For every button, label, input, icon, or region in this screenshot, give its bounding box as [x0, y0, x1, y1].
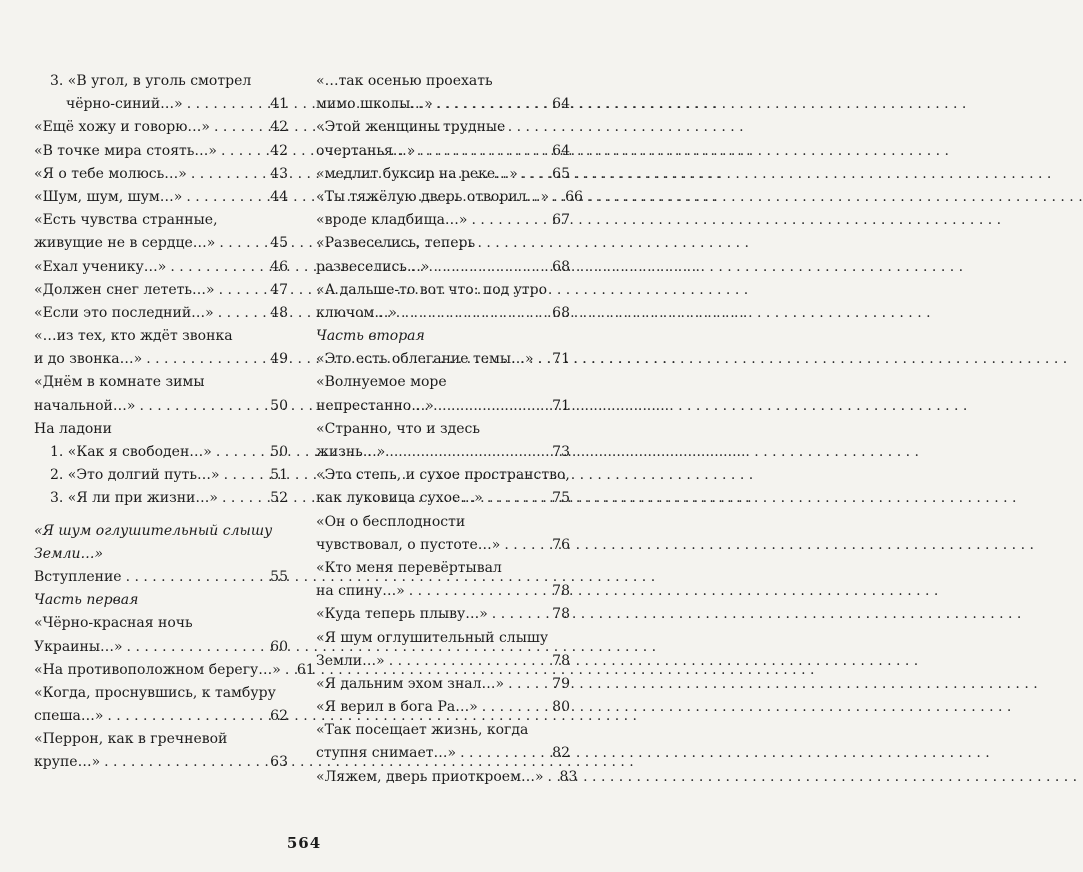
- toc-entry: [316, 256, 570, 279]
- toc-entry: [316, 464, 570, 487]
- toc-entry-title: «Я дальним эхом знал…»: [316, 675, 505, 692]
- toc-entry-page: 80: [552, 699, 570, 716]
- toc-entry-title: «медлит буксир на реке…»: [316, 165, 518, 182]
- toc-entry-title: спеша…»: [34, 708, 104, 725]
- toc-entry: [34, 589, 288, 612]
- dot-leader: [401, 302, 548, 325]
- toc-entry-title: непрестанно…»: [316, 397, 434, 414]
- toc-entry-title: «Когда, проснувшись, к тамбуру: [34, 684, 276, 701]
- toc-entry-title: жизнь…»: [316, 444, 386, 460]
- toc-entry-title: «Развеселись, теперь: [316, 235, 476, 252]
- toc-entry-page: 68: [552, 304, 570, 321]
- toc-entry-page: 78: [552, 583, 570, 600]
- toc-entry: [316, 116, 570, 139]
- toc-entry-title: «Ехал ученику…»: [34, 258, 167, 275]
- dot-leader: [219, 232, 266, 255]
- dot-leader: [127, 636, 267, 659]
- toc-entry-page: 76: [552, 536, 570, 553]
- toc-entry-title: «Ляжем, дверь приоткроем…»: [316, 768, 544, 785]
- toc-entry-page: 55: [270, 568, 288, 585]
- toc-entry: [316, 673, 570, 696]
- dot-leader: [104, 751, 266, 774]
- toc-entry-title: «Куда теперь плыву…»: [316, 606, 488, 623]
- toc-entry-title: «Так посещает жизнь, когда: [316, 722, 529, 739]
- toc-entry-title: ступня снимает…»: [316, 745, 457, 762]
- toc-entry-page: 71: [552, 397, 570, 414]
- toc-entry-title: «Перрон, как в гречневой: [34, 731, 228, 748]
- toc-entry-title: «Это есть облегание темы…»: [316, 351, 534, 368]
- toc-column-right: [316, 70, 583, 789]
- toc-entry-title: «На противоположном берегу…»: [34, 661, 281, 678]
- toc-entry: [34, 163, 288, 186]
- toc-entry: [316, 70, 570, 93]
- toc-entry-page: 45: [270, 235, 288, 252]
- dot-leader: [438, 395, 548, 418]
- dot-leader: [472, 209, 549, 232]
- toc-entry-title: «А дальше-то вот что: под утро: [316, 281, 548, 298]
- toc-entry-title: «Я верил в бога Ра…»: [316, 699, 478, 716]
- toc-entry-page: 42: [270, 119, 288, 136]
- toc-entry: [34, 70, 288, 93]
- toc-entry: [316, 209, 570, 232]
- toc-entry-title: «Это степь, и сухое пространство,: [316, 467, 570, 484]
- dot-leader: [214, 116, 266, 139]
- toc-entry: [316, 487, 570, 510]
- dot-leader: [504, 534, 548, 557]
- dot-leader: [218, 302, 266, 325]
- toc-entry: [34, 543, 288, 566]
- dot-leader: [219, 279, 267, 302]
- toc-entry-page: 44: [270, 188, 288, 205]
- toc-entry: [316, 279, 570, 302]
- toc-entry: [34, 520, 288, 543]
- toc-entry-page: 50: [270, 397, 288, 414]
- dot-leader: [146, 348, 266, 371]
- toc-entry: [316, 325, 570, 348]
- toc-entry: [316, 93, 570, 116]
- toc-entry-title: Земли…»: [316, 652, 385, 669]
- toc-entry: [34, 441, 288, 464]
- toc-entry-page: 68: [552, 258, 570, 275]
- toc-entry-title: крупе…»: [34, 754, 101, 771]
- dot-leader: [487, 487, 548, 510]
- toc-entry-page: 83: [559, 768, 578, 785]
- toc-entry: [34, 93, 288, 116]
- toc-entry: [34, 705, 288, 728]
- toc-entry-page: 60: [270, 638, 288, 655]
- dot-leader: [126, 566, 267, 589]
- toc-entry-title: «Днём в комнате зимы: [34, 374, 205, 391]
- toc-entry-title: «Я шум оглушительный слышу: [316, 629, 549, 646]
- toc-entry-title: Земли…»: [34, 545, 104, 562]
- dot-leader: [224, 464, 267, 487]
- toc-entry-page: 66: [565, 188, 583, 205]
- toc-entry: [34, 348, 288, 371]
- toc-entry: [34, 302, 288, 325]
- toc-entry-title: «Кто меня перевёртывал: [316, 559, 502, 576]
- toc-entry-page: 52: [270, 490, 288, 507]
- toc-entry-title: очертанья…»: [316, 142, 416, 159]
- toc-entry-page: 50: [270, 444, 288, 460]
- toc-entry-page: 42: [270, 142, 288, 159]
- toc-entry: [316, 766, 578, 789]
- toc-entry-title: 3. «Я ли при жизни…»: [50, 490, 218, 507]
- toc-entry-title: На ладони: [34, 420, 112, 437]
- toc-entry-page: 64: [552, 96, 570, 113]
- toc-entry: [34, 612, 288, 635]
- toc-entry-title: «вроде кладбища…»: [316, 212, 468, 229]
- toc-entry: [34, 751, 288, 774]
- toc-entry: [34, 279, 288, 302]
- toc-entry: [316, 371, 570, 394]
- toc-entry-title: «Чёрно-красная ночь: [34, 615, 193, 632]
- toc-entry-title: «Он о бесплодности: [316, 513, 466, 530]
- toc-entry: [316, 395, 570, 418]
- toc-entry: [34, 566, 288, 589]
- toc-entry-title: начальной…»: [34, 397, 136, 414]
- dot-leader: [389, 650, 548, 673]
- dot-leader: [538, 348, 549, 371]
- toc-entry: [316, 603, 570, 626]
- toc-entry: [34, 209, 288, 232]
- dot-leader: [170, 256, 266, 279]
- toc-entry-title: и до звонка…»: [34, 351, 143, 368]
- toc-entry: [316, 557, 570, 580]
- toc-entry: [316, 186, 583, 209]
- dot-leader: [492, 603, 548, 626]
- dot-leader: [553, 186, 561, 209]
- toc-entry: [34, 186, 288, 209]
- toc-entry-title: мимо школы…»: [316, 96, 433, 113]
- toc-entry-title: «Шум, шум, шум…»: [34, 188, 183, 205]
- dot-leader: [216, 441, 266, 464]
- toc-entry-page: 75: [552, 490, 570, 507]
- toc-entry-page: 79: [552, 675, 570, 692]
- toc-entry-title: чувствовал, о пустоте…»: [316, 536, 501, 553]
- toc-entry-page: 64: [552, 142, 570, 159]
- toc-entry-title: «Если это последний…»: [34, 304, 214, 321]
- toc-entry-title: «Должен снег лететь…»: [34, 281, 215, 298]
- toc-entry-title: 3. «В угол, в уголь смотрел: [50, 73, 252, 89]
- dot-leader: [548, 766, 556, 789]
- toc-entry-page: 47: [270, 281, 288, 298]
- toc-entry: [316, 140, 570, 163]
- toc-entry: [34, 659, 315, 682]
- toc-entry: [316, 348, 570, 371]
- dot-leader: [187, 93, 266, 116]
- toc-entry: [316, 650, 570, 673]
- toc-entry-title: «Волнуемое море: [316, 374, 447, 391]
- toc-entry-title: на спину…»: [316, 583, 405, 600]
- toc-entry-title: живущие не в сердце…»: [34, 235, 216, 252]
- toc-entry: [316, 719, 570, 742]
- toc-entry: [34, 371, 288, 394]
- dot-leader: [222, 487, 266, 510]
- toc-entry-title: Вступление: [34, 568, 122, 585]
- toc-entry-title: развеселись…»: [316, 258, 430, 275]
- dot-leader: [419, 140, 548, 163]
- dot-leader: [191, 163, 266, 186]
- dot-leader: [107, 705, 266, 728]
- toc-entry-title: Часть вторая: [316, 328, 425, 345]
- toc-entry: [34, 682, 288, 705]
- toc-entry-title: «…из тех, кто ждёт звонка: [34, 328, 233, 345]
- toc-entry: [316, 534, 570, 557]
- toc-entry: [316, 441, 570, 464]
- toc-entry-title: «Я о тебе молюсь…»: [34, 165, 187, 182]
- toc-entry-page: 43: [270, 165, 288, 182]
- toc-entry-page: 48: [270, 304, 288, 321]
- toc-entry-page: 78: [552, 652, 570, 669]
- dot-leader: [285, 659, 293, 682]
- toc-entry-page: 78: [552, 606, 570, 623]
- toc-entry: [34, 418, 288, 441]
- dot-leader: [389, 441, 548, 464]
- toc-entry-page: 65: [552, 165, 570, 182]
- dot-leader: [139, 395, 266, 418]
- toc-entry-title: «Ещё хожу и говорю…»: [34, 119, 210, 136]
- toc-entry: [34, 464, 288, 487]
- toc-entry-page: 61: [296, 661, 315, 678]
- toc-entry: [34, 140, 288, 163]
- toc-entry-title: чёрно-синий…»: [66, 96, 183, 113]
- dot-leader: [434, 256, 549, 279]
- toc-entry-title: «Странно, что и здесь: [316, 420, 480, 437]
- toc-entry-title: Часть первая: [34, 592, 139, 609]
- toc-entry-page: 73: [552, 444, 570, 460]
- toc-entry: [34, 728, 288, 751]
- toc-entry: [34, 487, 288, 510]
- toc-entry: [316, 580, 570, 603]
- toc-entry: [316, 232, 570, 255]
- toc-entry-page: 46: [270, 258, 288, 275]
- toc-entry: [316, 511, 570, 534]
- toc-entry-page: 71: [552, 351, 570, 368]
- toc-entry: [34, 232, 288, 255]
- toc-entry: [34, 256, 288, 279]
- dot-leader: [186, 186, 266, 209]
- toc-entry: [316, 742, 570, 765]
- toc-entry-page: 82: [552, 745, 570, 762]
- dot-leader: [482, 696, 548, 719]
- toc-entry-title: как луковица сухое…»: [316, 490, 483, 507]
- toc-entry: [34, 636, 288, 659]
- toc-entry-title: «В точке мира стоять…»: [34, 142, 217, 159]
- dot-leader: [508, 673, 548, 696]
- toc-entry: [316, 627, 570, 650]
- toc-entry: [316, 696, 570, 719]
- toc-column-left: [34, 70, 315, 775]
- toc-entry: [34, 395, 288, 418]
- toc-entry-page: 63: [270, 754, 288, 771]
- dot-leader: [437, 93, 548, 116]
- toc-entry-title: «Ты тяжёлую дверь отворил…»: [316, 188, 550, 205]
- toc-entry: [316, 302, 570, 325]
- toc-entry-title: «Есть чувства странные,: [34, 212, 218, 229]
- toc-entry-page: 49: [270, 351, 288, 368]
- dot-leader: [460, 742, 548, 765]
- toc-entry-title: 1. «Как я свободен…»: [50, 444, 212, 460]
- toc-entry-title: «Этой женщины трудные: [316, 119, 506, 136]
- toc-entry: [34, 325, 288, 348]
- toc-entry-page: 51: [270, 467, 288, 484]
- toc-entry: [316, 163, 570, 186]
- page-number: 564: [286, 834, 322, 852]
- toc-entry-title: «…так осенью проехать: [316, 73, 493, 89]
- dot-leader: [409, 580, 548, 603]
- toc-entry: [34, 116, 288, 139]
- toc-entry-title: ключом…»: [316, 304, 397, 321]
- toc-entry-title: Украины…»: [34, 638, 123, 655]
- toc-entry-page: 62: [270, 708, 288, 725]
- dot-leader: [522, 163, 548, 186]
- toc-entry: [316, 418, 570, 441]
- toc-entry-title: «Я шум оглушительный слышу: [34, 522, 273, 539]
- toc-entry-page: 41: [270, 96, 288, 113]
- dot-leader: [221, 140, 266, 163]
- toc-entry-title: 2. «Это долгий путь…»: [50, 467, 220, 484]
- toc-entry-page: 67: [552, 212, 570, 229]
